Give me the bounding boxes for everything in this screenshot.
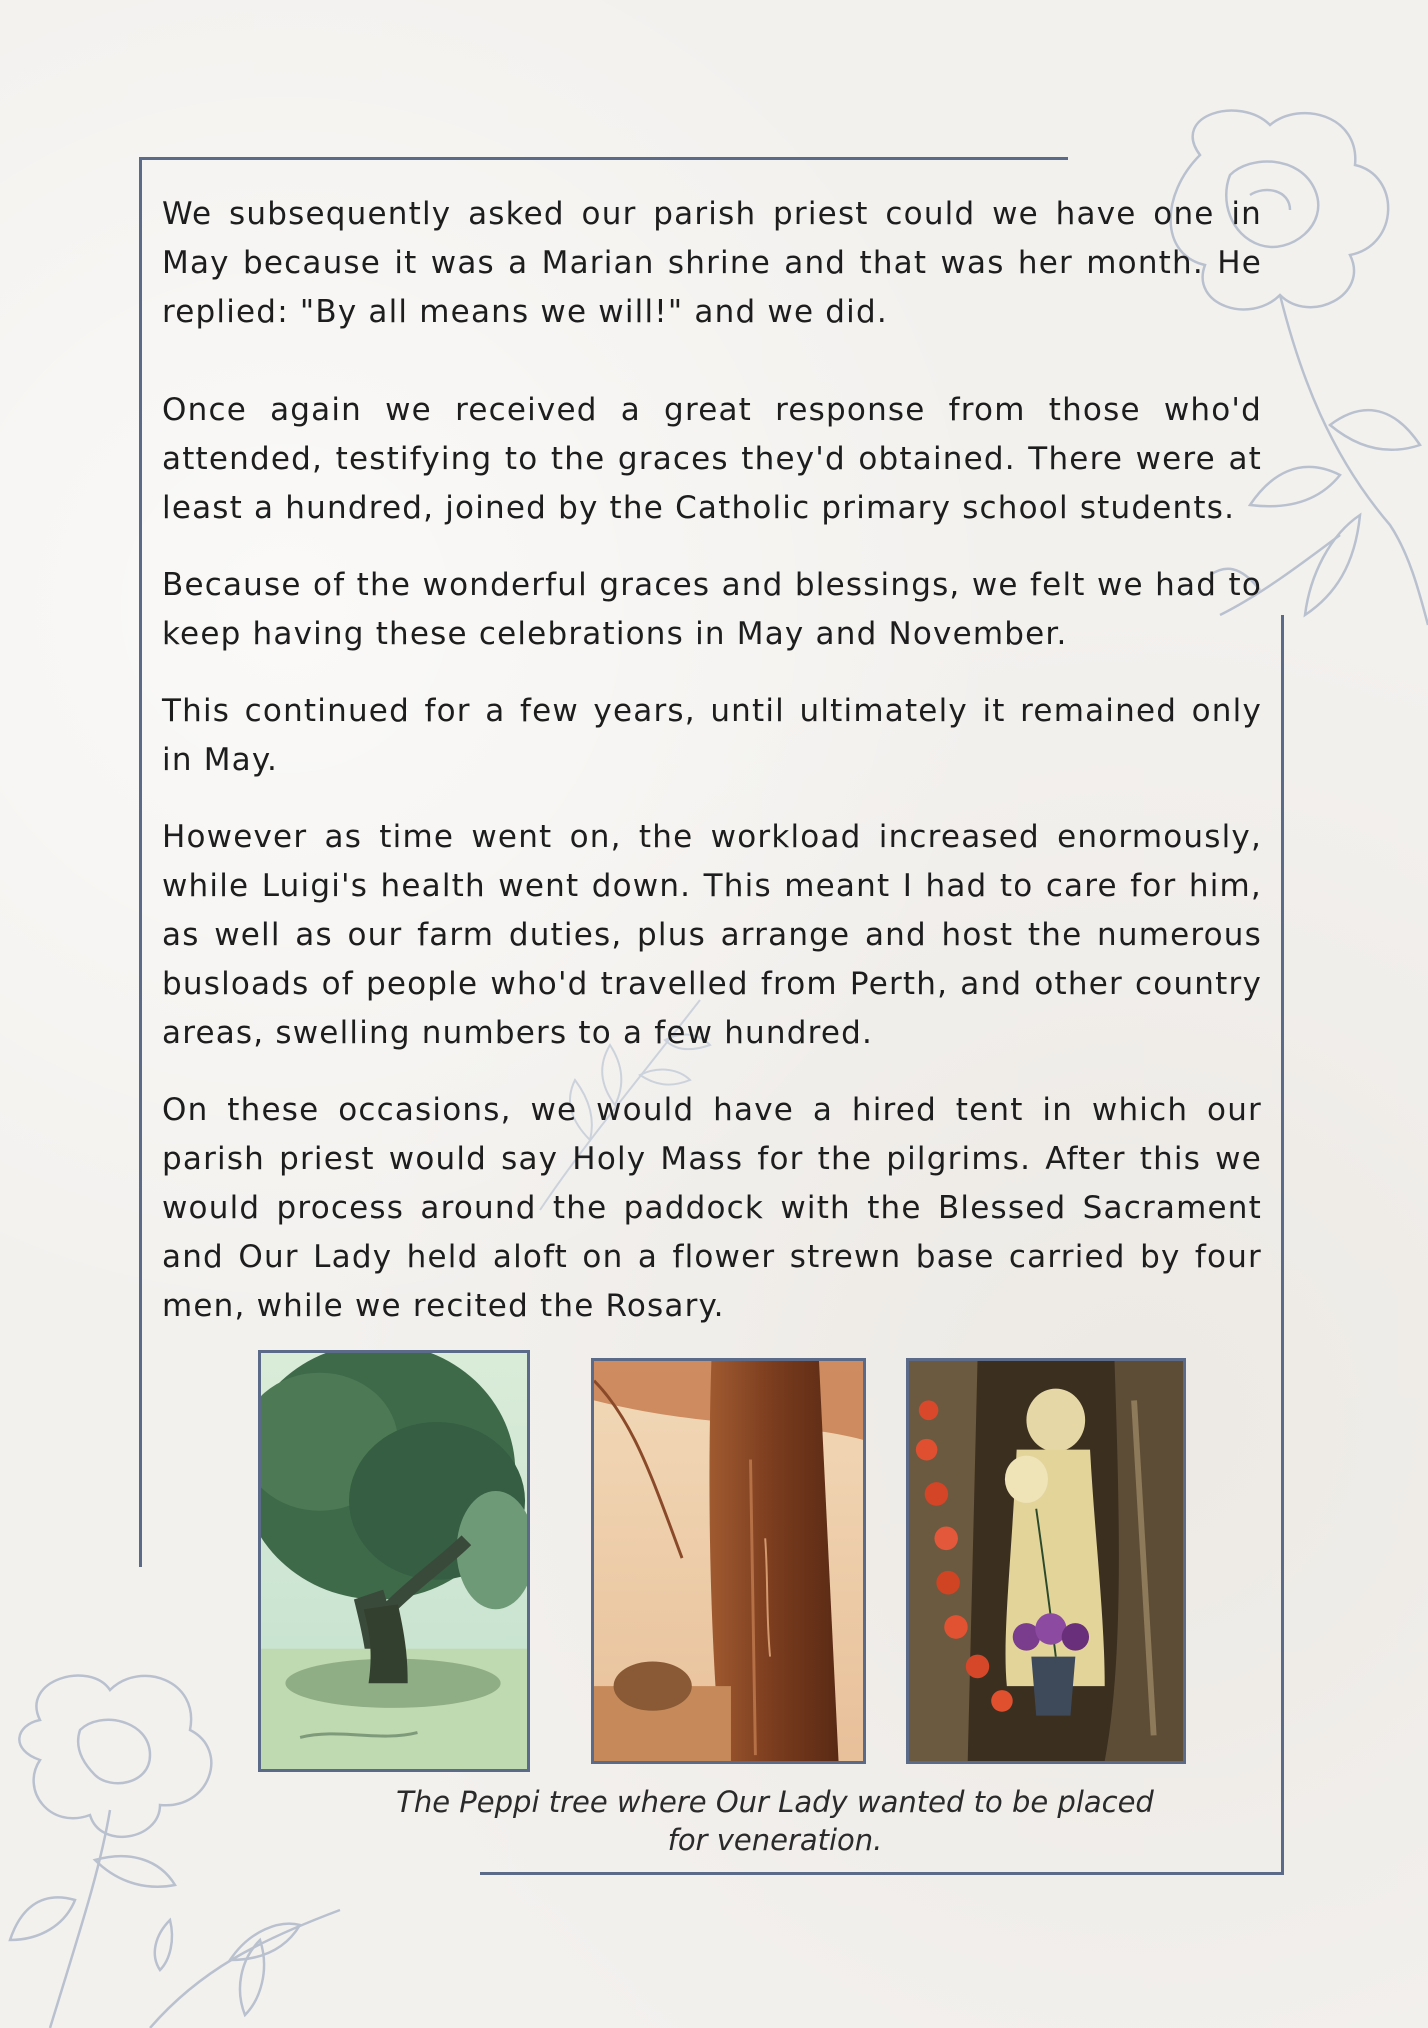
paragraph: This continued for a few years, until ultimately it remained only in May.: [162, 693, 1262, 778]
frame-bottom-line: [480, 1872, 1284, 1875]
frame-right-line: [1281, 615, 1284, 1875]
paragraph: On these occasions, we would have a hired tent in which our parish priest would say Holy Mass for the pilgrims. After this we would process around the paddock with the Blessed Sacrament and Our Lady held aloft on a flower strewn base carried by four men, while we recited the Rosary.: [162, 1092, 1262, 1324]
photo-caption: [390, 1783, 1160, 1859]
frame-left-line: [139, 157, 142, 1567]
photo-peppi-tree: [258, 1350, 530, 1772]
paragraph: We subsequently asked our parish priest could we have one in May because it was a Marian shrine and that was her month. He replied: "By all means we will!" and we did.: [162, 196, 1262, 330]
paragraph: Once again we received a great response from those who'd attended, testifying to the graces they'd obtained. There were at least a hundred, joined by the Catholic primary school students.: [162, 392, 1262, 526]
photo-tree-trunk: [591, 1358, 866, 1764]
body-text: [162, 190, 1262, 1359]
photo-our-lady-statue: [906, 1358, 1186, 1764]
caption-line-1: The Peppi tree where Our Lady wanted to be placed: [396, 1785, 1154, 1819]
paragraph: Because of the wonderful graces and blessings, we felt we had to keep having these celebrations in May and November.: [162, 567, 1262, 652]
frame-top-line: [140, 157, 1068, 160]
paragraph: However as time went on, the workload increased enormously, while Luigi's health went down. This meant I had to care for him, as well as our farm duties, plus arrange and host the numerous busloads of people who'd travelled from Perth, and other country areas, swelling numbers to a few hundred.: [162, 819, 1262, 1051]
caption-line-2: for veneration.: [667, 1823, 883, 1857]
